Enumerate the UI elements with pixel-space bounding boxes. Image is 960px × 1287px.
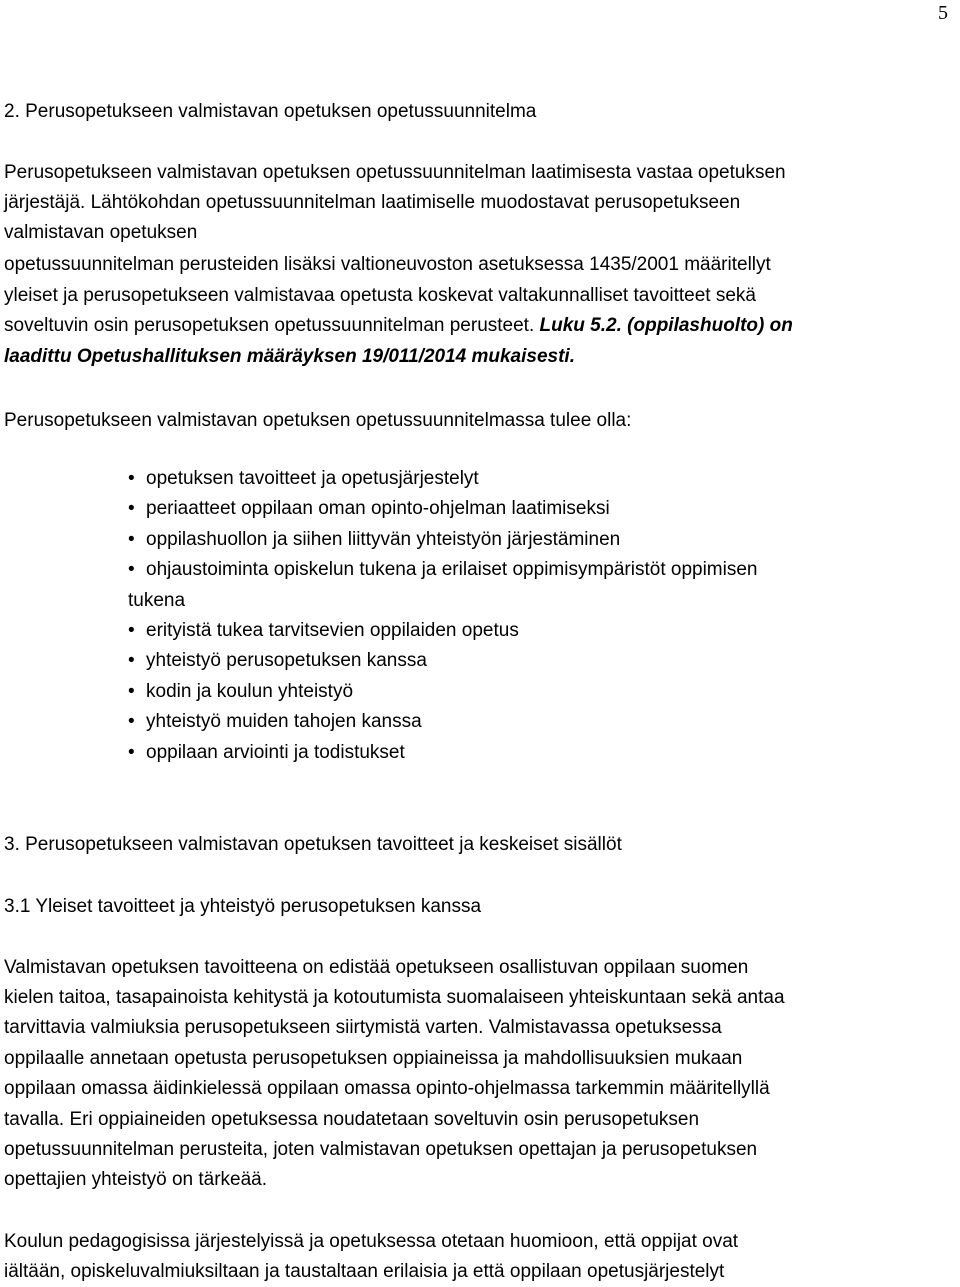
section-3-para1-line-2: kielen taitoa, tasapainoista kehitystä ja kotoutumista suomalaiseen yhteiskuntaan sekä antaa <box>4 987 785 1008</box>
section-2-para1-line-4: opetussuunnitelman perusteiden lisäksi valtioneuvoston asetuksessa 1435/2001 määritellyt <box>4 254 771 275</box>
bullet-4-continuation: tukena <box>128 590 186 611</box>
section-2-para1-line-6 <box>4 311 793 341</box>
section-3-para1-line-7: opetussuunnitelman perusteita, joten valmistavan opetuksen opettajan ja perusopetuksen <box>4 1139 758 1160</box>
page-number: 5 <box>938 2 948 24</box>
list-item: • ohjaustoiminta opiskelun tukena ja erilaiset oppimisympäristöt oppimisen <box>128 555 757 585</box>
list-item: • periaatteet oppilaan oman opinto-ohjelman laatimiseksi <box>128 494 757 524</box>
section-2-bullet-list-cont <box>128 616 519 768</box>
section-3-para1-line-5: oppilaan omassa äidinkielessä oppilaan omassa opinto-ohjelmassa tarkemmin määritellyllä <box>4 1078 770 1099</box>
section-2-para1-line-2: järjestäjä. Lähtökohdan opetussuunnitelman laatimiselle muodostavat perusopetukseen <box>4 192 741 213</box>
section-2-para1-line-3: valmistavan opetuksen <box>4 222 198 243</box>
section-2-para1-line-1: Perusopetukseen valmistavan opetuksen opetussuunnitelman laatimisesta vastaa opetuksen <box>4 162 786 183</box>
section-3-para2-line-1: Koulun pedagogisissa järjestelyissä ja opetuksessa otetaan huomioon, että oppijat ovat <box>4 1231 739 1252</box>
section-3-para1-line-3: tarvittavia valmiuksia perusopetukseen siirtymistä varten. Valmistavassa opetuksessa <box>4 1017 722 1038</box>
section-3-heading: 3. Perusopetukseen valmistavan opetuksen tavoitteet ja keskeiset sisällöt <box>4 834 622 855</box>
section-2-para2: Perusopetukseen valmistavan opetuksen opetussuunnitelmassa tulee olla: <box>4 410 632 431</box>
section-3-para1-line-1: Valmistavan opetuksen tavoitteena on edistää opetukseen osallistuvan oppilaan suomen <box>4 957 749 978</box>
section-2-para1-line-5: yleiset ja perusopetukseen valmistavaa opetusta koskevat valtakunnalliset tavoitteet sekä <box>4 285 756 306</box>
list-item: • kodin ja koulun yhteistyö <box>128 677 519 707</box>
section-2-para1-bold-b: laadittu Opetushallituksen määräyksen 19/011/2014 mukaisesti. <box>4 346 575 367</box>
section-2-heading: 2. Perusopetukseen valmistavan opetuksen opetussuunnitelma <box>4 101 537 122</box>
list-item: • yhteistyö perusopetuksen kanssa <box>128 646 519 676</box>
list-item: • opetuksen tavoitteet ja opetusjärjestelyt <box>128 464 757 494</box>
section-2-para1-line-6-text: soveltuvin osin perusopetuksen opetussuunnitelman perusteet. <box>4 315 540 336</box>
section-3-para1-line-4: oppilaalle annetaan opetusta perusopetuksen oppiaineissa ja mahdollisuuksien mukaan <box>4 1048 743 1069</box>
section-2-para1-bold-a: Luku 5.2. (oppilashuolto) on <box>539 315 793 336</box>
list-item: • oppilaan arviointi ja todistukset <box>128 738 519 768</box>
section-2-bullet-list <box>128 464 757 586</box>
section-3-para2-line-2: iältään, opiskeluvalmiuksiltaan ja taustaltaan erilaisia ja että oppilaan opetusjärjestelyt <box>4 1261 725 1282</box>
section-3-para1-line-6: tavalla. Eri oppiaineiden opetuksessa noudatetaan soveltuvin osin perusopetuksen <box>4 1109 700 1130</box>
section-3-para1-line-8: opettajien yhteistyö on tärkeää. <box>4 1169 268 1190</box>
section-3-1-heading: 3.1 Yleiset tavoitteet ja yhteistyö perusopetuksen kanssa <box>4 896 482 917</box>
list-item: • yhteistyö muiden tahojen kanssa <box>128 707 519 737</box>
list-item: • oppilashuollon ja siihen liittyvän yhteistyön järjestäminen <box>128 525 757 555</box>
list-item: • erityistä tukea tarvitsevien oppilaiden opetus <box>128 616 519 646</box>
